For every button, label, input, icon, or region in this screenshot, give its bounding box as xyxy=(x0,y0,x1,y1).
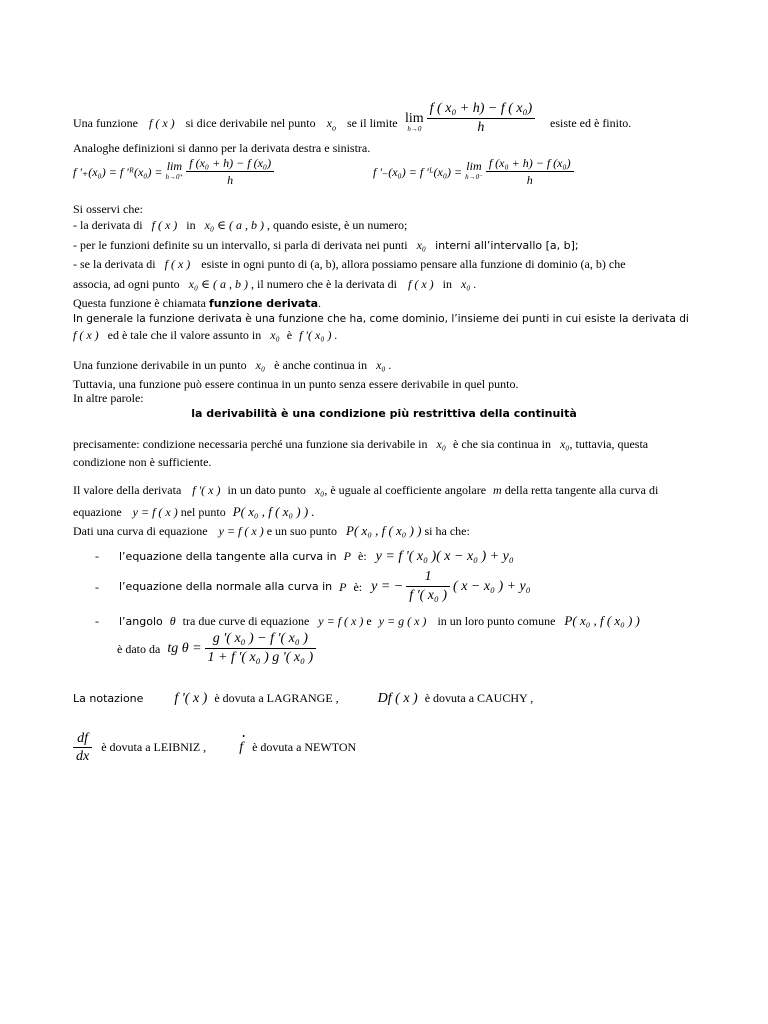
list-item xyxy=(95,613,640,629)
text: nel punto xyxy=(180,505,226,519)
fraction-denominator: 1 + f '( x₀ ) g '( x₀ ) xyxy=(207,650,314,665)
x0-symbol: x₀ xyxy=(314,483,325,497)
text: Il valore della derivata xyxy=(73,483,182,497)
equation-symbol: y = f ( x ) xyxy=(132,505,178,519)
text: è dovuta a CAUCHY , xyxy=(424,691,534,705)
text: si ha che: xyxy=(424,524,470,538)
lim-subscript: h→0 xyxy=(407,124,422,133)
fx-symbol: f ( x ) xyxy=(73,328,99,342)
theta-symbol: θ xyxy=(169,614,176,628)
text-line: In generale la funzione derivata è una funzione che ha, come dominio, l’insieme dei punti in cui esiste la derivata di xyxy=(73,313,689,325)
lim-word: lim xyxy=(166,158,183,173)
text: - la derivata di xyxy=(73,218,143,232)
text-line xyxy=(73,257,626,272)
normal-formula-suffix: ( x − x₀ ) + y₀ xyxy=(453,578,531,594)
list-item xyxy=(95,568,531,605)
text: è che sia continua in xyxy=(453,437,551,451)
text-line xyxy=(73,328,337,343)
text-line xyxy=(73,296,321,311)
text: è dovuta a NEWTON xyxy=(252,740,357,754)
text-line xyxy=(73,277,476,292)
fraction-numerator: 1 xyxy=(406,568,450,587)
definition-line xyxy=(73,116,398,135)
lhs: f '₋(x₀) = f 'ᴸ(x₀) = xyxy=(373,164,463,179)
text-line xyxy=(73,358,392,373)
text-line: In altre parole: xyxy=(73,391,144,405)
fprime-symbol: f '( x₀ ) . xyxy=(299,328,338,342)
highlighted-term: funzione derivata xyxy=(208,297,319,310)
text: della retta tangente alla curva di xyxy=(504,483,659,497)
fraction-denominator: dx xyxy=(76,749,90,764)
key-statement: la derivabilità è una condizione più restrittiva della continuità xyxy=(191,407,577,420)
fx-symbol: f ( x ) xyxy=(148,116,175,130)
notation-line xyxy=(73,730,356,765)
fraction-numerator: f ( x₀ + h) − f ( x₀) xyxy=(427,100,535,119)
text: Una funzione xyxy=(73,116,138,130)
lagrange-symbol: f '( x ) xyxy=(174,691,208,706)
text-line: Si osservi che: xyxy=(73,202,143,216)
fraction-numerator: df xyxy=(73,730,92,748)
text-line xyxy=(73,437,648,452)
text-line xyxy=(73,238,579,253)
x0-symbol: x₀ xyxy=(270,328,280,342)
right-derivative-formula xyxy=(73,155,274,188)
text: ed è tale che il valore assunto in xyxy=(107,328,262,342)
fraction-denominator: h xyxy=(526,173,533,187)
text: è dovuta a LAGRANGE , xyxy=(214,691,339,705)
text-line xyxy=(73,504,315,520)
point-symbol: P( x₀ , f ( x₀ ) ) xyxy=(564,613,640,628)
fx-symbol: f ( x ) xyxy=(407,277,434,291)
text: Una funzione derivabile in un punto xyxy=(73,358,247,372)
text: equazione xyxy=(73,505,122,519)
text: esiste in ogni punto di (a, b), allora possiamo pensare alla funzione di dominio (a, b) che xyxy=(201,257,626,271)
x0-symbol: x₀ xyxy=(436,437,447,451)
f-symbol: f xyxy=(239,740,244,755)
text: interni all’intervallo [a, b]; xyxy=(435,239,579,252)
m-symbol: m xyxy=(493,483,502,497)
p-symbol: P xyxy=(339,579,347,594)
notation-line xyxy=(73,691,533,706)
x0-symbol: x₀ . xyxy=(376,358,392,372)
fraction-denominator: h xyxy=(227,173,234,187)
p-symbol: P xyxy=(343,549,351,563)
angle-formula-line xyxy=(117,630,316,667)
text: se il limite xyxy=(346,116,398,130)
text-line xyxy=(73,483,658,498)
x0-symbol: x₀ xyxy=(559,437,570,451)
item-label: l’angolo xyxy=(119,615,163,628)
fx-symbol: f ( x ) xyxy=(151,218,178,232)
text: - per le funzioni definite su un intervallo, si parla di derivata nei punti xyxy=(73,238,408,252)
cauchy-symbol: Df ( x ) xyxy=(377,691,418,706)
item-label: l’equazione della tangente alla curva in xyxy=(119,550,337,563)
x0-symbol: x₀ xyxy=(416,238,427,252)
item-label: l’equazione della normale alla curva in xyxy=(119,579,333,593)
equation-symbol: y = g ( x ) xyxy=(378,614,427,628)
fprime-symbol: f '( x ) xyxy=(192,483,221,497)
equation-symbol: y = f ( x ) xyxy=(218,524,264,538)
text: è: xyxy=(358,549,367,563)
list-dash: - xyxy=(95,614,99,628)
text: in xyxy=(186,218,196,232)
left-derivative-formula xyxy=(373,155,574,188)
text: , il numero che è la derivata di xyxy=(251,277,397,291)
fraction-numerator: f (x₀ + h) − f (x₀) xyxy=(486,155,574,172)
text-line: Analoghe definizioni si danno per la derivata destra e sinistra. xyxy=(73,141,371,155)
tangent-formula: y = f '( x₀ )( x − x₀ ) + y₀ xyxy=(375,549,514,564)
text: è dovuta a LEIBNIZ , xyxy=(101,740,207,754)
text: , quando esiste, è un numero; xyxy=(267,218,408,232)
text: Questa funzione è chiamata xyxy=(73,296,206,310)
list-dash: - xyxy=(95,549,99,563)
fx-symbol: f ( x ) xyxy=(164,257,191,271)
text: tra due curve di equazione xyxy=(182,614,310,628)
point-symbol: P( x₀ , f ( x₀ ) ) . xyxy=(232,504,315,519)
text: in un loro punto comune xyxy=(437,614,556,628)
x0-symbol: x xyxy=(326,116,332,130)
x0-symbol: x₀ xyxy=(255,358,266,372)
text: La notazione xyxy=(73,692,144,705)
list-item xyxy=(95,549,514,564)
text: esiste ed è finito. xyxy=(550,116,632,130)
text: è dato da xyxy=(117,641,161,656)
lim-subscript: h→0⁺ xyxy=(165,172,184,181)
text-line: Tuttavia, una funzione può essere continua in un punto senza essere derivabile in quel punto. xyxy=(73,377,519,391)
text: è: xyxy=(353,579,363,594)
text: . xyxy=(318,296,322,310)
text: e un suo punto xyxy=(266,524,338,538)
lim-word: lim xyxy=(405,110,424,126)
text: è xyxy=(286,328,293,342)
text: Dati una curva di equazione xyxy=(73,524,208,538)
text-line: condizione non è sufficiente. xyxy=(73,455,212,469)
text: è anche continua in xyxy=(274,358,368,372)
derivative-limit-formula xyxy=(405,100,535,137)
x0-subscript: o xyxy=(331,123,336,133)
equation-symbol: y = f ( x ) xyxy=(318,614,364,628)
point-symbol: P( x₀ , f ( x₀ ) ) xyxy=(346,523,422,538)
lim-subscript: h→0⁻ xyxy=(465,172,483,181)
text: - se la derivata di xyxy=(73,257,156,271)
text: si dice derivabile nel punto xyxy=(185,116,316,130)
interval-symbol: x₀ ∈ ( a , b ) xyxy=(188,277,249,291)
tan-theta-symbol: tg θ = xyxy=(167,640,202,656)
text: in un dato punto xyxy=(227,483,306,497)
text: in xyxy=(442,277,452,291)
fraction-numerator: g '( x₀ ) − f '( x₀ ) xyxy=(205,630,317,649)
text-line xyxy=(73,218,407,233)
text-line xyxy=(73,523,470,539)
list-dash: - xyxy=(95,579,99,594)
normal-formula-prefix: y = − xyxy=(371,578,404,594)
fraction-numerator: f (x₀ + h) − f (x₀) xyxy=(186,155,274,172)
interval-symbol: x₀ ∈ ( a , b ) xyxy=(204,218,265,232)
text: , tuttavia, questa xyxy=(569,437,649,451)
text: e xyxy=(366,614,372,628)
text: , è uguale al coefficiente angolare xyxy=(324,483,487,497)
newton-symbol xyxy=(239,732,245,756)
lim-word: lim xyxy=(466,158,482,173)
text: precisamente: condizione necessaria perché una funzione sia derivabile in xyxy=(73,437,428,451)
fraction-denominator: h xyxy=(477,120,485,135)
lhs: f '₊(x₀) = f 'ᴿ(x₀) = xyxy=(73,164,163,179)
text: associa, ad ogni punto xyxy=(73,277,180,291)
dot-accent: • xyxy=(242,732,245,741)
x0-symbol: x₀ . xyxy=(460,277,477,291)
fraction-denominator: f '( x₀ ) xyxy=(409,588,448,603)
